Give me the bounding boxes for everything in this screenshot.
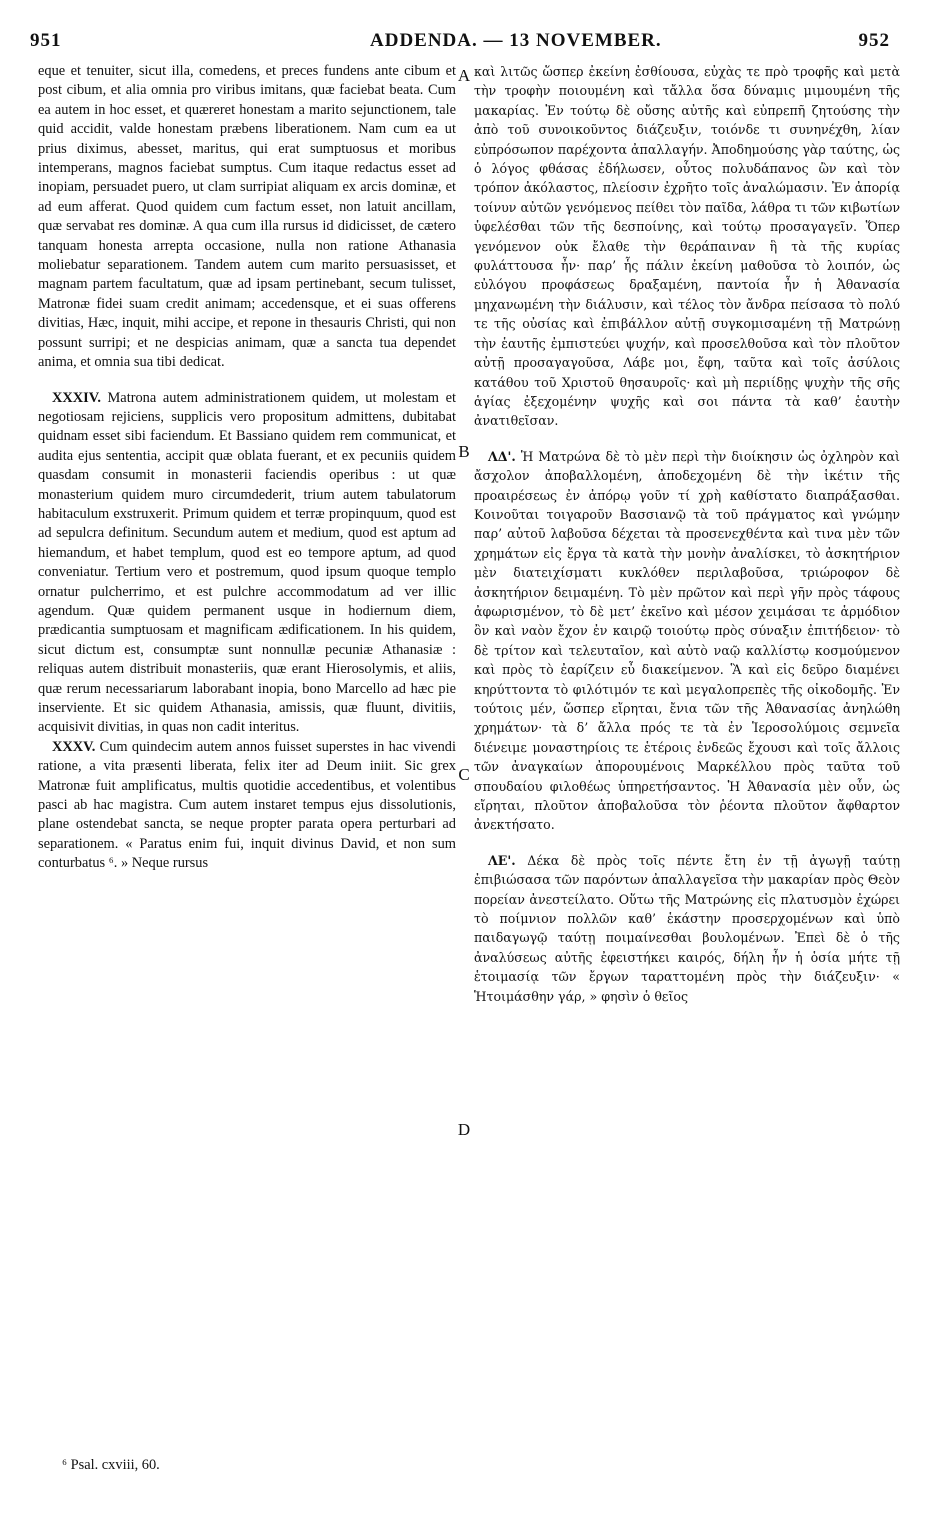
greek-paragraph-2	[474, 447, 900, 835]
latin-column	[38, 62, 456, 1462]
footnote: ⁶ Psal. cxviii, 60.	[62, 1457, 160, 1473]
page-number-left: 951	[30, 30, 62, 51]
greek-column	[474, 62, 900, 1462]
margin-letters	[455, 62, 473, 1162]
page-number-right: 952	[858, 30, 890, 51]
latin-paragraph-3	[38, 738, 456, 874]
margin-mark-d: D	[457, 1120, 471, 1139]
margin-mark-b: B	[458, 442, 470, 461]
section-number-greek-35: ΛΕ'.	[488, 852, 516, 868]
running-header	[30, 30, 890, 58]
latin-paragraph-1: eque et tenuiter, sicut illa, comedens, et preces fundens ante cibum et post cibum, et alia omnia pro viribus imitans, quæ faciebat beata. Cum ea autem in hoc esset, et quæreret honestam a marito sejunctionem, tale quid accidit, valde honestam præbens liberationem. Nam cum ea ut prius diximus, abesset, maritus, qui erat sumptuosus et moribus intemperans, magnos faciebat sumptus. Cum itaque redactus esset ad inopiam, persuadet puero, ut clam surripiat aliquam ex arcis dominæ, et ad eum afferat. Quod quidem cum factum esset, non latuit ancillam, quæ servabat res dominæ. A qua cum illa rursus id didicisset, de cætero tanquam honesta arrepta occasione, nulla non ratione Athanasia moliebatur separationem. Tandem autem cum marito persuasisset, et magnam partem facultatum, quæ ad ipsam pertinebant, secum tulisset, Matronæ fidei suam credit animam; accedensque, et ei suas offerens divitias, Hæc, inquit, mihi accipe, et repone in thesauris Christi, qui non possunt surripi; et ne despicias animam, quæ a sancta tua dependet anima, et omnia sua tibi dedicat.	[38, 63, 456, 371]
section-number-35: XXXV.	[52, 738, 96, 755]
latin-paragraph-2	[38, 389, 456, 738]
latin-paragraph-2-text: Matrona autem administrationem quidem, ut molestam et negotiosam rejiciens, supplicis vero propositum admittens, dubitabat quidnam esset sibi faciendum. Et Bassiano quidem rem communicat, et audita ejus sententia, accipit quæ oblata fuerant, et ex pecuniis quidem quasdam consumit in monasterii faciendis operibus : ut quæ monasterium quidem muro circumdederit, trium autem tabulatorum habitaculum exstruxerit. Primum quidem et terræ propinquum, quod est ad sepulcra definitum. Secundum autem et medium, quod est aptum ad hiemandum, et habet templum, quod est eo tempore aptum, ad quod conveniatur. Tertium vero et postremum, quod ipsum quoque templo ornatur pulcherrimo, et est pulchre accommodatum ad ver illic agendum. Quæ quidem permanent usque in hodiernum diem, prædicantia sumptuosam et magnificam ædificationem. In his quidem, sicut dictum est, consumptæ sunt nonnullæ pecuniæ Athanasiæ : reliquas autem distribuit monasteriis, quæ erant Hierosolymis, et aliis, quæ rerum necessariarum laborabant inopia, bono Marcello ad hæc pie inserviente. Et sic quidem Athanasia, amissis, quæ fluunt, divitiis, acquisivit divitias, in quas non cadit interitus.	[38, 389, 456, 736]
section-number-greek-34: ΛΔ'.	[488, 448, 516, 464]
section-number-34: XXXIV.	[52, 389, 101, 406]
latin-paragraph-3-text: Cum quindecim autem annos fuisset superstes in hac vivendi ratione, a vita præsenti liberata, felix iter ad Deum iniit. Sic grex Matronæ fuit amplificatus, multis quotidie accedentibus, et volentibus pasci ab hac magistra. Cum autem instaret tempus ejus dissolutionis, plane ostendebat sancta, se neque propter parata opera perturbari ad separationem. « Paratus enim fui, inquit divinus David, et non sum conturbatus ⁶. » Neque rursus	[38, 738, 456, 872]
greek-paragraph-1: καὶ λιτῶς ὥσπερ ἐκείνη ἐσθίουσα, εὐχὰς τε πρὸ τροφῆς καὶ μετὰ τὴν τροφὴν ποιουμένη καὶ τἄλλα ὅσα δύναμις μιμουμένη τῆς μακαρίας. Ἐν τούτῳ δὲ οὔσης αὐτῆς καὶ εὐπρεπῆ ζητούσης τὴν ἀπὸ τοῦ συνοικοῦντος διάζευξιν, τοιόνδε τι συνηνέχθη, λίαν εὐπρόσωπον παρέχοντα ἀπαλλαγήν. Ἀποδημούσης γὰρ ταύτης, ὡς ὁ λόγος φθάσας ἐδήλωσεν, οὗτος πολυδάπανος ὢν καὶ τὸν τρόπον ἀκόλαστος, πλείοσιν ἐχρῆτο τοῖς ἀναλώμασιν. Ἐν ἀπορίᾳ τοίνυν αὐτῶν γενόμενος πείθει τὸν παῖδα, λάθρα τι τῶν κιβωτίων ὑφελέσθαι τῶν τῆς δεσποίνης, καὶ τούτῳ προσαγαγεῖν. Ὅπερ γενόμενον οὐκ ἔλαθε τὴν θεράπαιναν ἣ τὰ τῆς κυρίας φυλάττουσα ἦν· παρ’ ἧς πάλιν ἐκείνη μαθοῦσα τὸ λοιπόν, ὡς εὐλόγου προφάσεως δραξαμένη, παντοία ἦν ἡ Ἀθανασία μηχανωμένη τὴν διάλυσιν, καὶ τέλος τὸν ἄνδρα πείσασα τὸ πολύ τε τῆς οὐσίας καὶ ἐπιβάλλον αὐτῇ συγκομισαμένη τῇ Ματρώνῃ τὴν ἑαυτῆς ἐμπιστεύει ψυχήν, καὶ προσελθοῦσα καὶ τὸν πλοῦτον αὐτῇ προσαγαγοῦσα, Λάβε μοι, ἔφη, ταῦτα καὶ τοῖς ἀσύλοις κατάθου τοῦ Χριστοῦ θησαυροῖς· καὶ μὴ περιίδῃς ψυχὴν τῆς σῆς ἁγίας ἐξεχομένην ψυχῆς καὶ σοι πάντα τὰ καθ’ ἑαυτὴν ἀνατιθεῖσαν.	[474, 64, 900, 429]
greek-paragraph-3	[474, 851, 900, 1006]
greek-paragraph-2-text: Ἡ Ματρώνα δὲ τὸ μὲν περὶ τὴν διοίκησιν ὡς ὀχληρὸν καὶ ἄσχολον ἀποβαλλομένη, ἀποδεχομένη δὲ τὴν ἱκέτιν τῆς προαιρέσεως ἐν ἀπόρῳ γοῦν τί χρὴ καθίστατο διαπράξασθαι. Κοινοῦται τοιγαροῦν Βασσιανῷ τὰ τοῦ πράγματος καὶ γνώμην παρ’ αὐτοῦ λαβοῦσα δέχεται τὰ προσενεχθέντα καὶ τινα μὲν τῶν χρημάτων εἰς ἔργα τὰ κατὰ τὴν μονὴν ἀναλίσκει, τὸ ἀσκητήριον μὲν διατειχίσματι κυκλόθεν περιλαβοῦσα, τριώροφον δὲ ἀσκητήριον δειμαμένη. Τὸ μὲν πρῶτον καὶ περὶ γῆν πρὸς τάφους ἀφωρισμένον, τὸ δὲ μετ’ ἐκεῖνο καὶ μέσον χειμάσαι τε ἁρμόδιον ὂν καὶ ναὸν ἔχον ἐν καιρῷ τοιούτῳ πρὸς σύναξιν ἐπιτήδειον· τὸ δὲ τρίτον καὶ τελευταῖον, καὶ αὐτὸ ναῷ καλλίστῳ κοσμούμενον καὶ πρὸς τὸ ἐαρίζειν εὖ διακείμενον. Ἃ καὶ εἰς δεῦρο διαμένει κηρύττοντα τὸ φιλότιμόν τε καὶ μεγαλοπρεπὲς τῆς οἰκοδομῆς. Ἐν τούτοις μέν, ὥσπερ εἴρηται, ἔνια τῶν τῆς Ἀθανασίας ἀνηλώθη χρημάτων· τὰ δ’ ἄλλα πρός τε τὰ ἐν Ἱεροσολύμοις σεμνεῖα διένειμε μοναστηρίοις τε ἑτέροις ἐνδεῶς ἔχουσι καὶ τοῖς ἄλλοις τῶν ἀναγκαίων ἀπορουμένοις Μαρκέλλου πρὸς ταῦτα τοῦ σπουδαίου φιλοθέως ὑπηρετήσαντος. Ἡ Ἀθανασία μὲν οὖν, ὡς εἴρηται, πλοῦτον ἀποβαλοῦσα τὸν ῥέοντα πλοῦτον ἄφθαρτον ἀνεκτήσατο.	[474, 448, 900, 833]
running-title: ADDENDA. — 13 NOVEMBER.	[370, 30, 662, 51]
margin-mark-c: C	[458, 765, 470, 784]
greek-paragraph-3-text: Δέκα δὲ πρὸς τοῖς πέντε ἔτη ἐν τῇ ἀγωγῇ ταύτῃ ἐπιβιώσασα τῶν παρόντων ἀπαλλαγεῖσα τὴν μακαρίαν πρὸς Θεὸν πορείαν ἀνεστείλατο. Οὕτω τῆς Ματρώνης εἰς πλατυσμὸν ἐχώρει τὸ ποίμνιον πολλῶν καθ’ ἑκάστην προσερχομένων καὶ ὑπὸ παιδαγωγῷ ταύτῃ ποιμαίνεσθαι βουλομένων. Ἐπεὶ δὲ ὁ τῆς ἀναλύσεως αὐτῆς ἐφειστήκει καιρός, δήλη ἦν ἡ ὁσία μήτε τῇ ἑτοιμασίᾳ τῶν ἔργων ταραττομένη πρὸς τὴν διάζευξιν· « Ἡτοιμάσθην γάρ, » φησὶν ὁ θεῖος	[474, 852, 900, 1004]
margin-mark-a: A	[457, 66, 471, 85]
